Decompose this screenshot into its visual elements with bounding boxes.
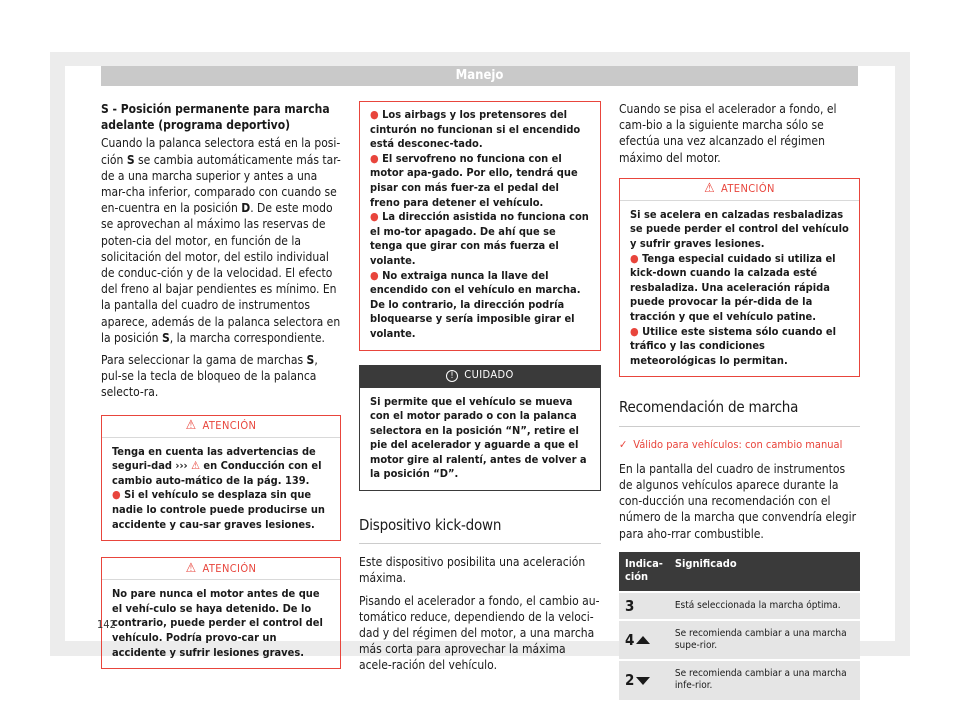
table-cell: Se recomienda cambiar a una marcha infe-rior. bbox=[669, 660, 860, 700]
warning-box-continued bbox=[359, 101, 601, 351]
warning-text: No pare nunca el motor antes de que el vehí-culo se haya detenido. De lo contrario, puede perder el control del vehículo. Podría provo-car un accidente y sufrir lesiones graves. bbox=[112, 587, 323, 659]
caution-text: Si permite que el vehículo se mueva con el motor parado o con la palanca selectora en la posición “N”, retire el pie del acelerador y aguarde a que el motor gire al ralentí, antes de volver a la posición “D”. bbox=[360, 388, 600, 491]
list-item: ● No extraiga nunca la llave del encendido con el vehículo en marcha. De lo contrario, la dirección podría bloquearse y sería imposible girar el volante. bbox=[370, 268, 581, 340]
list-item: ● Utilice este sistema sólo cuando el tráfico y las condiciones meteorológicas lo permitan. bbox=[630, 324, 836, 367]
warning-header: ⚠ ATENCIÓN bbox=[102, 416, 340, 438]
table-cell: Está seleccionada la marcha óptima. bbox=[669, 592, 860, 620]
table-row bbox=[619, 660, 860, 700]
arrow-up-icon bbox=[636, 636, 650, 644]
table-cell: Se recomienda cambiar a una marcha supe-rior. bbox=[669, 620, 860, 660]
warning-triangle-icon: ⚠ bbox=[185, 418, 197, 434]
gear-indicator: 4 bbox=[619, 620, 669, 660]
heading-line-2: adelante (programa deportivo) bbox=[101, 118, 291, 133]
heading-line-1: S - Posición permanente para marcha bbox=[101, 102, 330, 116]
paragraph: Pisando el acelerador a fondo, el cambio au-tomático reduce, dependiendo de la veloci-dad y del régimen del motor, a una marcha más corta para aprovechar la máxima acele-ración del vehículo. bbox=[359, 593, 600, 673]
info-icon: ! bbox=[446, 370, 458, 382]
column-3 bbox=[619, 101, 860, 700]
warning-text: Si se acelera en calzadas resbaladizas se puede perder el control del vehículo y sufrir graves lesiones. bbox=[630, 207, 849, 250]
warning-header: ⚠ ATENCIÓN bbox=[102, 558, 340, 580]
warning-text: Tenga en cuenta las advertencias de seguri-dad ››› ⚠ en Conducción con el cambio auto-mático de la pág. 139. bbox=[112, 444, 322, 487]
warning-box bbox=[101, 415, 341, 542]
caution-header: ! CUIDADO bbox=[359, 365, 601, 387]
page-number: 142 bbox=[97, 618, 116, 631]
caution-box bbox=[359, 365, 601, 492]
validity-note: ✓ Válido para vehículos: con cambio manual bbox=[619, 437, 843, 451]
warning-header: ⚠ ATENCIÓN bbox=[620, 179, 859, 201]
chapter-header: Manejo bbox=[101, 66, 858, 86]
paragraph: Cuando se pisa el acelerador a fondo, el cam-bio a la siguiente marcha sólo se efectúa una vez alcanzado el régimen máximo del motor. bbox=[619, 102, 837, 165]
warning-triangle-icon: ⚠ bbox=[704, 181, 716, 197]
list-item: ● Tenga especial cuidado si utiliza el kick-down cuando la calzada esté resbaladiza. Una aceleración rápida puede provocar la pér-dida de la tracción y que el vehículo patine. bbox=[630, 251, 836, 323]
section-title: Dispositivo kick-down bbox=[359, 517, 601, 544]
list-item: ● El servofreno no funciona con el motor apa-gado. Por ello, tendrá que pisar con más fuer-za el pedal del freno para detener el vehículo. bbox=[370, 151, 578, 209]
subsection-heading bbox=[101, 101, 341, 133]
gear-indicator: 2 bbox=[619, 660, 669, 700]
paragraph: En la pantalla del cuadro de instrumentos de algunos vehículos aparece durante la con-ducción una recomendación con el número de la marcha que convendría elegir para aho-rrar combustible. bbox=[619, 461, 857, 541]
table-row bbox=[619, 592, 860, 620]
list-item: ● Los airbags y los pretensores del cinturón no funcionan si el encendido está desconec-tado. bbox=[370, 108, 581, 151]
warning-triangle-icon: ⚠ bbox=[191, 459, 200, 473]
arrow-down-icon bbox=[636, 677, 650, 685]
gear-recommendation-table bbox=[619, 552, 860, 700]
column-2 bbox=[359, 101, 601, 680]
section-title: Recomendación de marcha bbox=[619, 399, 860, 426]
warning-box bbox=[619, 178, 860, 378]
gear-indicator: 3 bbox=[619, 592, 669, 620]
checkmark-icon: ✓ bbox=[619, 437, 628, 451]
list-item: ● Si el vehículo se desplaza sin que nadie lo controle puede producirse un accidente y cau-sar graves lesiones. bbox=[112, 488, 325, 531]
paragraph: Este dispositivo posibilita una aceleración máxima. bbox=[359, 555, 586, 586]
column-1 bbox=[101, 101, 341, 681]
paragraph: Para seleccionar la gama de marchas S, pul-se la tecla de bloqueo de la palanca selecto-ra. bbox=[101, 353, 318, 400]
table-header: Significado bbox=[669, 552, 860, 592]
list-item: ● La dirección asistida no funciona con el mo-tor apagado. De ahí que se tenga que girar con más fuerza el volante. bbox=[370, 210, 589, 267]
warning-triangle-icon: ⚠ bbox=[185, 560, 197, 576]
table-row bbox=[619, 620, 860, 660]
paragraph: Cuando la palanca selectora está en la posi-ción S se cambia automáticamente más tar-de a una marcha superior y antes a una mar-cha inferior, comparado con cuando se en-cuentra en la posición D. De este modo se aprovechan al máximo las reservas de poten-cia del motor, en función de la solicitación del motor, del estilo individual de conduc-ción y de la velocidad. El efecto del freno al bajar pendientes es mínimo. En la pantalla del cuadro de instrumentos aparece, además de la palanca selectora en la posición S, la marcha correspondiente. bbox=[101, 136, 341, 345]
table-header: Indica-ción bbox=[619, 552, 669, 592]
warning-box bbox=[101, 557, 341, 669]
